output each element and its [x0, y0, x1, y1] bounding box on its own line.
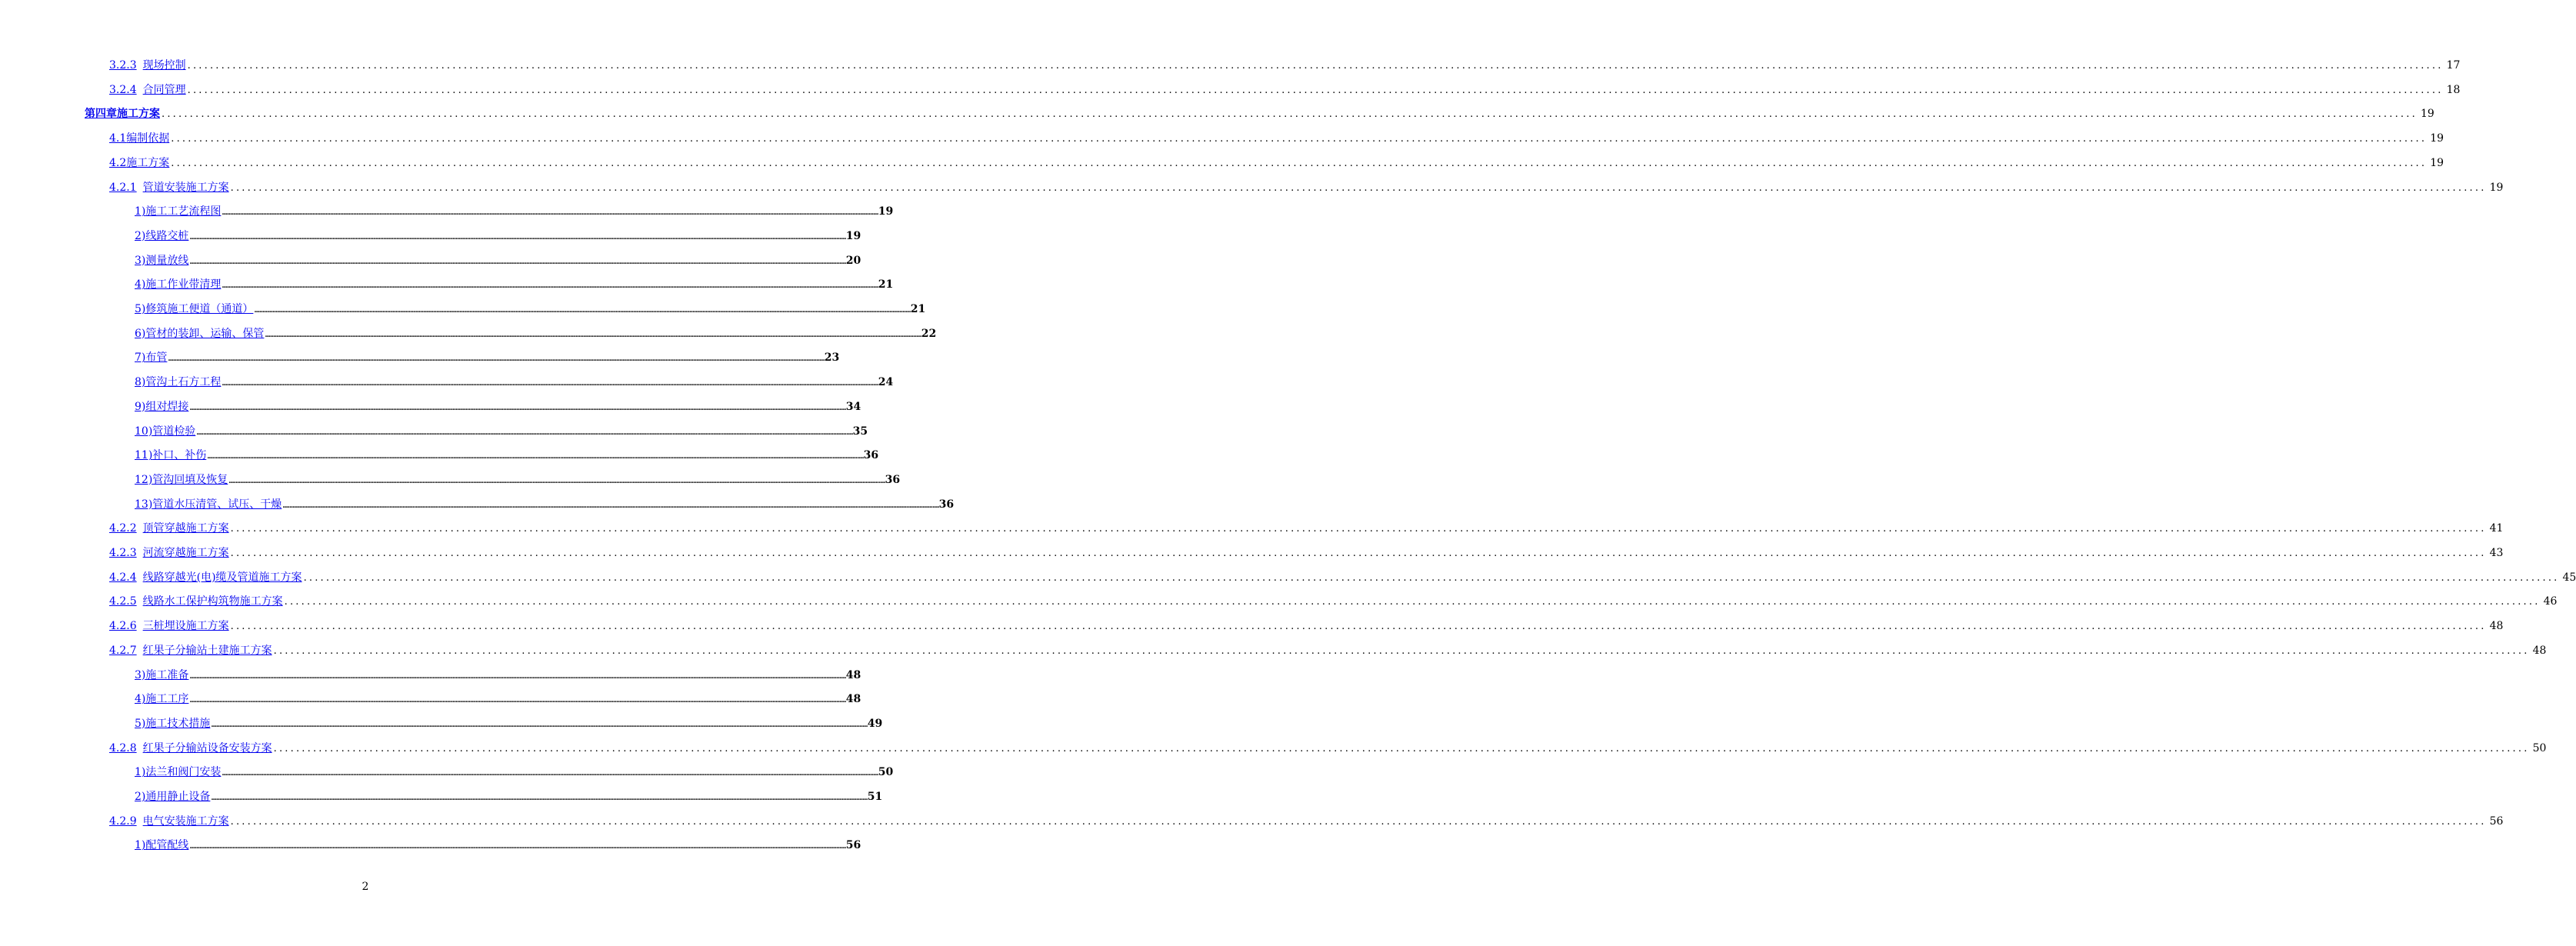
toc-entry-page: 19: [2430, 132, 2444, 145]
toc-entry-title[interactable]: 施工工艺流程图: [145, 205, 222, 218]
toc-entry-number[interactable]: 3.2.4: [109, 83, 137, 96]
toc-leader-dots: ................................................................................................................................................................................................................................................................................................................................................................................................................: [211, 721, 868, 729]
toc-entry[interactable]: [109, 180, 2504, 195]
toc-leader-dots: ................................................................................................................................................................................................................................................................................................................................................................................................................: [230, 523, 2487, 535]
toc-entry-title[interactable]: 管沟土石方工程: [145, 376, 222, 389]
toc-entry-number[interactable]: 4.2: [109, 156, 127, 169]
toc-entry-title[interactable]: 红果子分输站设备安装方案: [142, 741, 272, 754]
toc-entry[interactable]: [109, 131, 2444, 146]
toc-leader-dots: ................................................................................................................................................................................................................................................................................................................................................................................................................: [222, 380, 878, 388]
toc-entry-title[interactable]: 管材的装卸、运输、保管: [145, 327, 265, 340]
toc-entry-page: 20: [845, 254, 861, 267]
toc-entry-page: 34: [845, 400, 861, 413]
toc-entry-page: 36: [885, 473, 901, 486]
toc-entry-title[interactable]: 三桩埋设施工方案: [142, 620, 229, 633]
toc-entry-page: 23: [824, 351, 840, 365]
toc-entry[interactable]: [135, 716, 883, 731]
toc-entry-title[interactable]: 顶管穿越施工方案: [142, 522, 229, 535]
toc-entry[interactable]: [109, 545, 2504, 561]
toc-entry-title[interactable]: 布管: [145, 351, 168, 365]
toc-entry-page: 50: [2532, 741, 2547, 754]
toc-entry-number[interactable]: 3): [135, 668, 146, 681]
toc-entry-page: 35: [852, 425, 868, 438]
toc-entry-number[interactable]: 4.2.7: [109, 644, 137, 657]
toc-entry-number[interactable]: 4.2.9: [109, 814, 137, 828]
toc-leader-dots: ................................................................................................................................................................................................................................................................................................................................................................................................................: [284, 596, 2541, 608]
toc-leader-dots: ................................................................................................................................................................................................................................................................................................................................................................................................................: [222, 209, 878, 218]
toc-entry-number[interactable]: 2): [135, 791, 146, 803]
toc-entry-page: 24: [878, 376, 894, 389]
toc-entry-page: 21: [878, 278, 894, 291]
toc-entry[interactable]: [135, 497, 955, 512]
toc-entry-page: 48: [2532, 644, 2547, 657]
toc-leader-dots: ................................................................................................................................................................................................................................................................................................................................................................................................................: [187, 60, 2444, 72]
toc-entry[interactable]: [135, 399, 861, 415]
toc-entry-number[interactable]: 5): [135, 303, 146, 315]
toc-entry-page: 48: [845, 668, 861, 681]
toc-entry[interactable]: [135, 253, 861, 268]
toc-entry-title[interactable]: 红果子分输站土建施工方案: [142, 644, 272, 657]
toc-entry[interactable]: [135, 472, 901, 488]
toc-entry[interactable]: [135, 277, 894, 292]
toc-entry-title[interactable]: 合同管理: [142, 83, 186, 96]
toc-entry[interactable]: [109, 618, 2504, 634]
toc-entry-number[interactable]: 第四章: [85, 108, 117, 121]
toc-entry-title[interactable]: 施工作业带清理: [145, 278, 222, 291]
toc-entry[interactable]: [135, 204, 894, 219]
toc-entry[interactable]: [85, 106, 2434, 122]
toc-entry[interactable]: [135, 691, 861, 707]
toc-entry-title[interactable]: 管道水压清管、试压、干燥: [152, 498, 282, 511]
toc-entry[interactable]: [109, 521, 2504, 536]
toc-leader-dots: ................................................................................................................................................................................................................................................................................................................................................................................................................: [222, 282, 878, 291]
toc-entry-page: 19: [2489, 181, 2504, 194]
toc-entry-page: 43: [2489, 547, 2504, 559]
toc-entry-title[interactable]: 法兰和阀门安装: [145, 766, 222, 779]
toc-entry-title[interactable]: 管道安装施工方案: [142, 181, 229, 194]
toc-leader-dots: ................................................................................................................................................................................................................................................................................................................................................................................................................: [189, 672, 846, 681]
toc-entry-title[interactable]: 施工方案: [117, 108, 160, 121]
toc-entry[interactable]: [135, 350, 840, 365]
toc-entry[interactable]: [109, 741, 2547, 756]
toc-leader-dots: ................................................................................................................................................................................................................................................................................................................................................................................................................: [282, 501, 939, 510]
toc-entry-page: 45: [2562, 571, 2576, 584]
toc-entry[interactable]: [135, 838, 861, 853]
toc-entry-title[interactable]: 线路交桩: [145, 229, 189, 242]
toc-leader-dots: ................................................................................................................................................................................................................................................................................................................................................................................................................: [228, 477, 885, 485]
toc-entry[interactable]: [135, 789, 883, 804]
toc-entry-number[interactable]: 13): [135, 498, 153, 511]
toc-entry-number[interactable]: 4): [135, 693, 146, 706]
toc-leader-dots: ................................................................................................................................................................................................................................................................................................................................................................................................................: [273, 645, 2530, 657]
toc-entry-title[interactable]: 电气安装施工方案: [142, 814, 229, 828]
toc-entry-title[interactable]: 管道检验: [152, 425, 196, 438]
toc-entry-title[interactable]: 线路水工保护构筑物施工方案: [142, 595, 283, 608]
page-number: 2: [362, 881, 369, 893]
toc-entry-page: 19: [845, 229, 861, 242]
toc-entry-number[interactable]: 6): [135, 327, 146, 340]
toc-entry-number[interactable]: 4.1: [109, 132, 127, 145]
toc-entry-number[interactable]: 12): [135, 473, 153, 486]
toc-entry-number[interactable]: 8): [135, 376, 146, 389]
toc-entry-page: 51: [867, 791, 883, 803]
toc-entry-title[interactable]: 施工技术措施: [145, 717, 211, 730]
toc-entry[interactable]: [135, 668, 861, 683]
toc-entry-page: 17: [2446, 59, 2461, 72]
toc-entry-number[interactable]: 4.2.3: [109, 547, 137, 559]
toc-leader-dots: ................................................................................................................................................................................................................................................................................................................................................................................................................: [189, 697, 846, 705]
toc-entry-number[interactable]: 4.2.2: [109, 522, 137, 535]
toc-entry-number[interactable]: 1): [135, 205, 146, 218]
toc-entry-title[interactable]: 通用静止设备: [145, 791, 211, 803]
toc-entry-number[interactable]: 10): [135, 425, 153, 438]
toc-leader-dots: ................................................................................................................................................................................................................................................................................................................................................................................................................: [303, 571, 2560, 584]
toc-entry-number[interactable]: 4.2.1: [109, 181, 137, 194]
toc-entry-number[interactable]: 1): [135, 766, 146, 779]
toc-entry-page: 18: [2446, 83, 2461, 96]
toc-leader-dots: ................................................................................................................................................................................................................................................................................................................................................................................................................: [254, 307, 911, 315]
toc-entry-title[interactable]: 组对焊接: [145, 400, 189, 413]
toc-leader-dots: ................................................................................................................................................................................................................................................................................................................................................................................................................: [189, 843, 846, 851]
toc-entry-number[interactable]: 4.2.6: [109, 620, 137, 633]
toc-entry-title[interactable]: 现场控制: [142, 59, 186, 72]
toc-entry-title[interactable]: 线路穿越光(电)缆及管道施工方案: [142, 571, 302, 584]
toc-entry-page: 19: [2420, 108, 2434, 121]
toc-leader-dots: ................................................................................................................................................................................................................................................................................................................................................................................................................: [171, 157, 2428, 169]
toc-entry[interactable]: [135, 326, 937, 341]
toc-leader-dots: ................................................................................................................................................................................................................................................................................................................................................................................................................: [222, 770, 878, 778]
toc-entry[interactable]: [135, 424, 868, 439]
toc-leader-dots: ................................................................................................................................................................................................................................................................................................................................................................................................................: [230, 548, 2487, 559]
toc-leader-dots: ................................................................................................................................................................................................................................................................................................................................................................................................................: [189, 258, 846, 266]
toc-entry[interactable]: [135, 228, 861, 244]
toc-entry-number[interactable]: 3.2.3: [109, 59, 137, 72]
toc-leader-dots: ................................................................................................................................................................................................................................................................................................................................................................................................................: [196, 428, 853, 437]
toc-leader-dots: ................................................................................................................................................................................................................................................................................................................................................................................................................: [207, 453, 864, 461]
toc-leader-dots: ................................................................................................................................................................................................................................................................................................................................................................................................................: [265, 331, 921, 339]
toc-entry-page: 22: [921, 327, 937, 340]
toc-entry-number[interactable]: 4.2.5: [109, 595, 137, 608]
toc-leader-dots: ................................................................................................................................................................................................................................................................................................................................................................................................................: [230, 182, 2487, 194]
toc-entry[interactable]: [109, 570, 2576, 585]
toc-entry-number[interactable]: 4.2.4: [109, 571, 137, 584]
toc-entry-page: 19: [2430, 156, 2444, 169]
toc-leader-dots: ................................................................................................................................................................................................................................................................................................................................................................................................................: [230, 815, 2487, 828]
toc-leader-dots: ................................................................................................................................................................................................................................................................................................................................................................................................................: [168, 355, 825, 364]
toc-entry-number[interactable]: 11): [135, 449, 153, 462]
toc-leader-dots: ................................................................................................................................................................................................................................................................................................................................................................................................................: [189, 404, 846, 412]
toc-entry[interactable]: [109, 58, 2461, 73]
toc-entry-page: 56: [845, 839, 861, 852]
toc-entry-title[interactable]: 修筑施工便道（通道）: [145, 303, 254, 315]
toc-entry-title[interactable]: 配管配线: [145, 839, 189, 852]
toc-leader-dots: ................................................................................................................................................................................................................................................................................................................................................................................................................: [162, 108, 2418, 121]
toc-entry[interactable]: [109, 814, 2504, 829]
toc-entry-title[interactable]: 编制依据: [126, 132, 170, 145]
toc-entry-page: 50: [878, 766, 894, 779]
toc-entry-title[interactable]: 补口、补伤: [152, 449, 207, 462]
toc-entry-number[interactable]: 5): [135, 717, 146, 730]
toc-entry-title[interactable]: 施工工序: [145, 693, 189, 706]
toc-entry-page: 36: [938, 498, 955, 511]
toc-entry-number[interactable]: 3): [135, 254, 146, 267]
toc-entry[interactable]: [109, 82, 2461, 98]
toc-entry-number[interactable]: 4.2.8: [109, 741, 137, 754]
toc-leader-dots: ................................................................................................................................................................................................................................................................................................................................................................................................................: [273, 742, 2530, 754]
toc-leader-dots: ................................................................................................................................................................................................................................................................................................................................................................................................................: [230, 621, 2487, 633]
toc-leader-dots: ................................................................................................................................................................................................................................................................................................................................................................................................................: [171, 133, 2428, 145]
toc-entry-number[interactable]: 1): [135, 839, 146, 852]
toc-entry-page: 36: [863, 449, 879, 462]
toc-leader-dots: ................................................................................................................................................................................................................................................................................................................................................................................................................: [187, 84, 2444, 96]
toc-entry-title[interactable]: 测量放线: [145, 254, 189, 267]
toc-entry[interactable]: [109, 643, 2547, 658]
toc-entry-page: 48: [845, 693, 861, 706]
toc-entry[interactable]: [109, 155, 2444, 171]
toc-entry-title[interactable]: 施工方案: [126, 156, 170, 169]
toc-entry-page: 56: [2489, 814, 2504, 828]
toc-entry-page: 41: [2489, 522, 2504, 535]
toc-entry[interactable]: [135, 375, 894, 390]
toc-entry[interactable]: [109, 594, 2558, 609]
toc-entry-title[interactable]: 施工准备: [145, 668, 189, 681]
toc-entry[interactable]: [135, 764, 894, 780]
toc-entry-page: 49: [867, 717, 883, 730]
toc-leader-dots: ................................................................................................................................................................................................................................................................................................................................................................................................................: [189, 233, 846, 241]
toc-entry-page: 19: [878, 205, 894, 218]
toc-entry-number[interactable]: 7): [135, 351, 146, 365]
toc-entry-number[interactable]: 4): [135, 278, 146, 291]
toc-entry-title[interactable]: 管沟回填及恢复: [152, 473, 228, 486]
toc-entry-number[interactable]: 2): [135, 229, 146, 242]
toc-entry-page: 46: [2543, 595, 2558, 608]
toc-entry[interactable]: [135, 301, 926, 317]
toc-entry-page: 21: [910, 303, 926, 315]
toc-entry-title[interactable]: 河流穿越施工方案: [142, 547, 229, 559]
toc-entry-page: 48: [2489, 620, 2504, 633]
toc-leader-dots: ................................................................................................................................................................................................................................................................................................................................................................................................................: [211, 794, 868, 802]
toc-entry-number[interactable]: 9): [135, 400, 146, 413]
toc-entry[interactable]: [135, 448, 879, 463]
